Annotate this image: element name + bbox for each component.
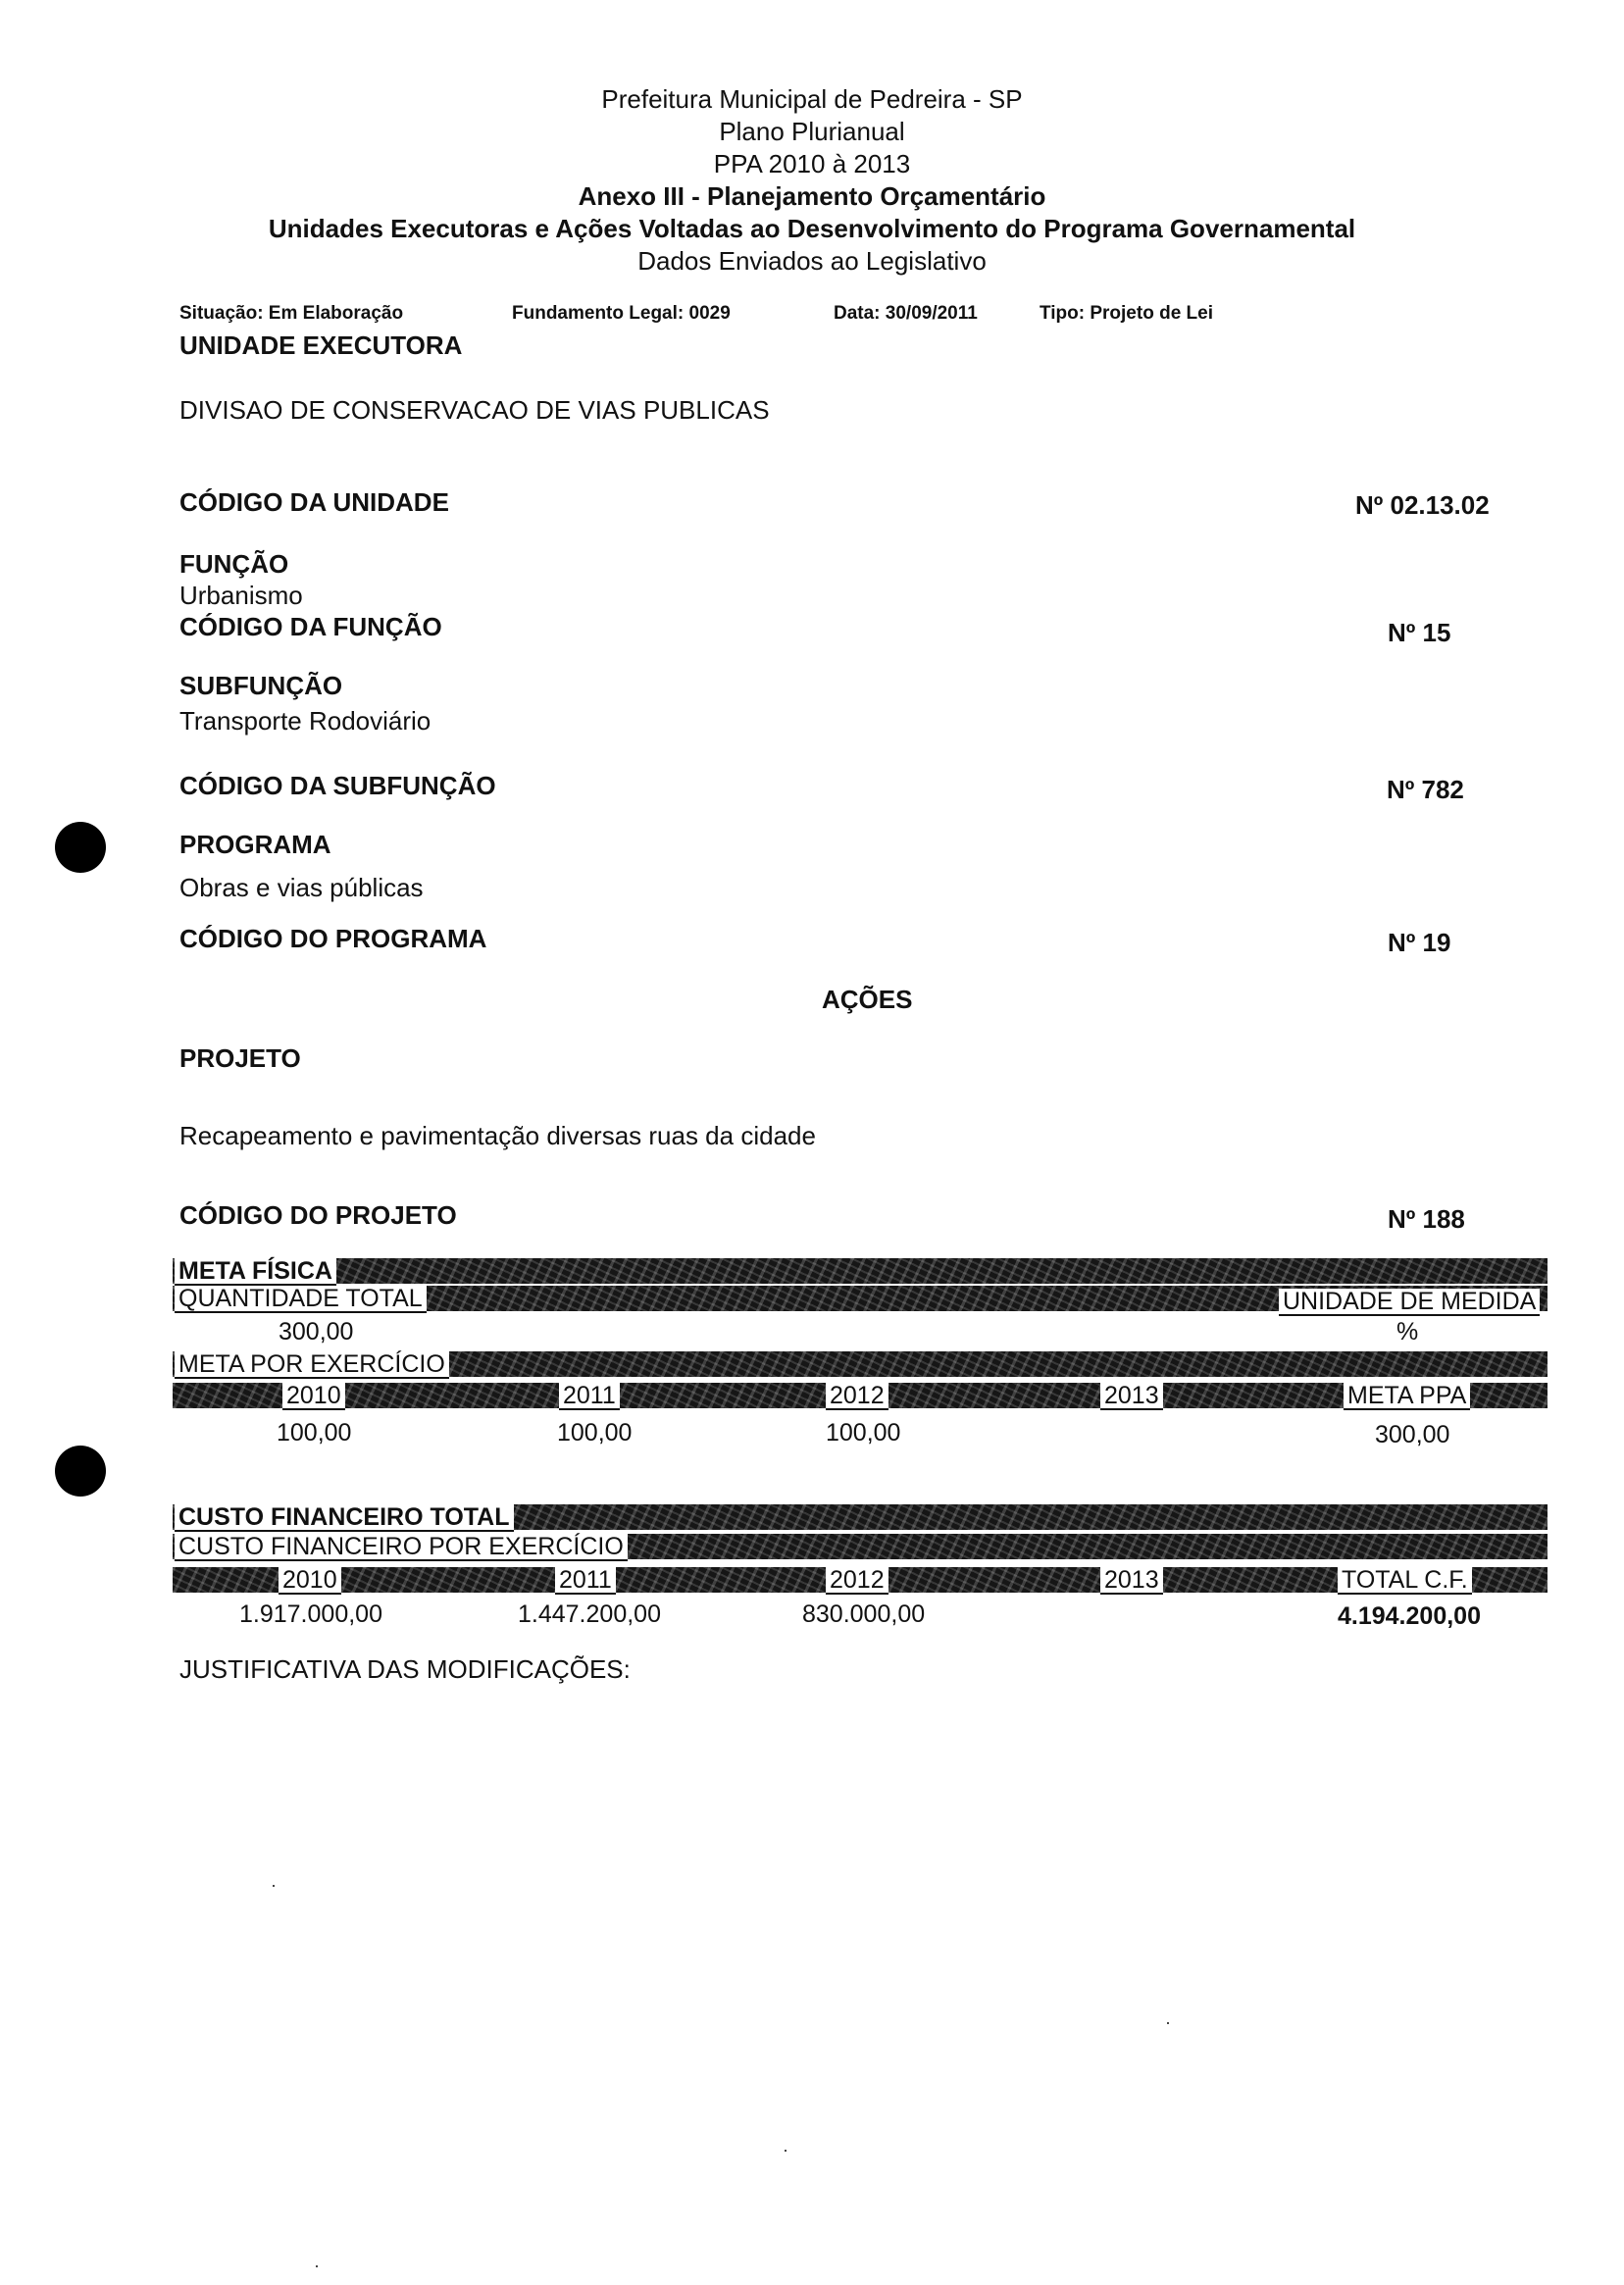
- header-line-3: PPA 2010 à 2013: [713, 149, 911, 178]
- meta-year-2012: 2012: [826, 1383, 888, 1410]
- custo-value-2011: 1.447.200,00: [518, 1600, 661, 1628]
- codigo-projeto-label: CÓDIGO DO PROJETO: [179, 1200, 457, 1230]
- total-cf-label: TOTAL C.F.: [1338, 1567, 1472, 1595]
- scan-speck: [1167, 2022, 1169, 2024]
- custo-year-2011: 2011: [555, 1567, 616, 1595]
- custo-year-2013: 2013: [1100, 1567, 1163, 1595]
- scan-speck: [785, 2150, 787, 2152]
- header-line-1: Prefeitura Municipal de Pedreira - SP: [601, 84, 1023, 114]
- header-line-2: Plano Plurianual: [719, 117, 905, 146]
- funcao-value: Urbanismo: [179, 581, 303, 610]
- header-line-5: Unidades Executoras e Ações Voltadas ao Desenvolvimento do Programa Governamental: [268, 214, 1356, 243]
- unidade-executora-name: DIVISAO DE CONSERVACAO DE VIAS PUBLICAS: [179, 395, 770, 425]
- codigo-unidade-value: Nº 02.13.02: [1355, 490, 1490, 520]
- codigo-projeto-value: Nº 188: [1388, 1204, 1465, 1234]
- meta-fisica-title: META FÍSICA: [175, 1258, 336, 1286]
- codigo-funcao-value: Nº 15: [1388, 618, 1451, 647]
- meta-value-2010: 100,00: [277, 1419, 352, 1447]
- funcao-label: FUNÇÃO: [179, 549, 289, 579]
- codigo-unidade-label: CÓDIGO DA UNIDADE: [179, 487, 449, 517]
- meta-year-2013: 2013: [1100, 1383, 1163, 1410]
- subfuncao-label: SUBFUNÇÃO: [179, 671, 343, 700]
- quantidade-total-label: QUANTIDADE TOTAL: [175, 1286, 427, 1313]
- unidade-executora-label: UNIDADE EXECUTORA: [179, 330, 463, 360]
- meta-value-2011: 100,00: [557, 1419, 633, 1447]
- meta-ppa-value: 300,00: [1375, 1421, 1450, 1448]
- total-cf-value: 4.194.200,00: [1338, 1602, 1481, 1630]
- header-line-4: Anexo III - Planejamento Orçamentário: [578, 181, 1046, 211]
- projeto-label: PROJETO: [179, 1043, 301, 1073]
- tipo: Tipo: Projeto de Lei: [1040, 303, 1213, 324]
- custo-por-exercicio-label: CUSTO FINANCEIRO POR EXERCÍCIO: [175, 1534, 628, 1561]
- situacao: Situação: Em Elaboração: [179, 303, 404, 324]
- programa-label: PROGRAMA: [179, 830, 331, 859]
- unidade-medida-value: %: [1396, 1318, 1419, 1346]
- programa-value: Obras e vias públicas: [179, 873, 424, 902]
- quantidade-total-value: 300,00: [279, 1318, 354, 1346]
- codigo-subfuncao-label: CÓDIGO DA SUBFUNÇÃO: [179, 771, 496, 800]
- codigo-funcao-label: CÓDIGO DA FUNÇÃO: [179, 612, 442, 641]
- codigo-subfuncao-value: Nº 782: [1387, 775, 1464, 804]
- custo-total-title: CUSTO FINANCEIRO TOTAL: [175, 1504, 514, 1532]
- custo-year-2012: 2012: [826, 1567, 888, 1595]
- meta-ppa-label: META PPA: [1344, 1383, 1470, 1410]
- subfuncao-value: Transporte Rodoviário: [179, 706, 431, 736]
- fundamento-legal: Fundamento Legal: 0029: [512, 303, 731, 324]
- scan-speck: [316, 2265, 318, 2267]
- data: Data: 30/09/2011: [834, 303, 978, 324]
- scan-speck: [273, 1885, 275, 1887]
- header-line-6: Dados Enviados ao Legislativo: [637, 246, 987, 276]
- custo-year-2010: 2010: [279, 1567, 341, 1595]
- acoes-title: AÇÕES: [822, 985, 913, 1014]
- codigo-programa-value: Nº 19: [1388, 928, 1451, 957]
- codigo-programa-label: CÓDIGO DO PROGRAMA: [179, 924, 487, 953]
- meta-fisica-bar: [173, 1258, 1548, 1284]
- custo-value-2010: 1.917.000,00: [239, 1600, 382, 1628]
- meta-value-2012: 100,00: [826, 1419, 901, 1447]
- meta-year-2011: 2011: [559, 1383, 620, 1410]
- meta-year-2010: 2010: [282, 1383, 345, 1410]
- meta-por-exercicio-label: META POR EXERCÍCIO: [175, 1351, 449, 1379]
- punch-hole-bottom: [55, 1446, 106, 1497]
- custo-value-2012: 830.000,00: [802, 1600, 926, 1628]
- justificativa-label: JUSTIFICATIVA DAS MODIFICAÇÕES:: [179, 1654, 631, 1684]
- unidade-medida-label: UNIDADE DE MEDIDA: [1279, 1289, 1540, 1316]
- punch-hole-top: [55, 822, 106, 873]
- projeto-value: Recapeamento e pavimentação diversas ruas da cidade: [179, 1121, 816, 1150]
